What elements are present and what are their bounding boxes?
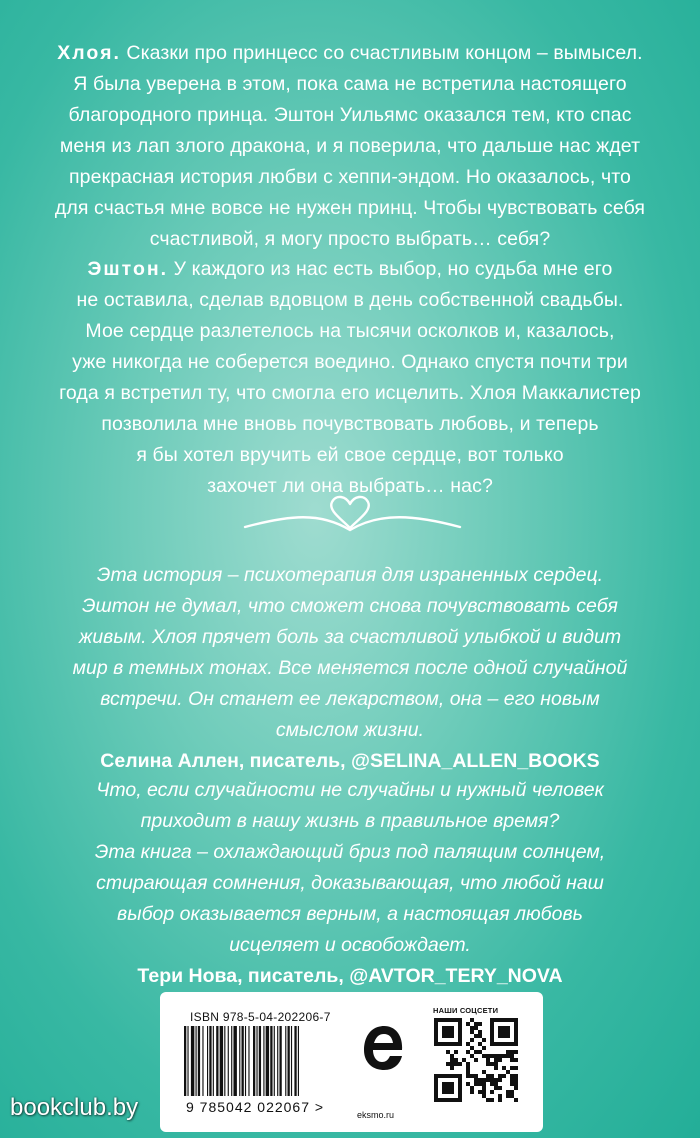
quote2-line: выбор оказывается верным, а настоящая любовь: [117, 903, 583, 925]
quote2-line: Эта книга – охлаждающий бриз под палящим солнцем,: [94, 841, 606, 863]
chloe-line-7: счастливой, я могу просто выбрать… себя?: [149, 228, 551, 250]
ashton-line-1: Эштон. У каждого из нас есть выбор, но судьба мне его: [87, 258, 613, 280]
ashton-line-2: не оставила, сделав вдовцом в день собственной свадьбы.: [76, 289, 624, 311]
social-label: НАШИ СОЦСЕТИ: [433, 1006, 499, 1015]
quote1-line: Эштон не думал, что сможет снова почувствовать себя: [82, 595, 618, 617]
ashton-line-3: Мое сердце разлетелось на тысячи осколков и, казалось,: [85, 320, 615, 342]
chloe-name: Хлоя.: [57, 42, 121, 64]
chloe-line-4: меня из лап злого дракона, и я поверила, что дальше нас ждет: [59, 135, 641, 157]
quote1-line: живым. Хлоя прячет боль за счастливой улыбкой и видит: [78, 626, 622, 648]
quote1-line: смыслом жизни.: [275, 719, 425, 741]
quote2-line: стирающая сомнения, доказывающая, что любой наш: [96, 872, 604, 894]
ashton-line-5: года я встретил ту, что смогла его исцелить. Хлоя Маккалистер: [59, 382, 641, 404]
chloe-line-3: благородного принца. Эштон Уильямс оказался тем, кто спас: [68, 104, 632, 126]
chloe-line-1: Хлоя. Сказки про принцесс со счастливым концом – вымысел.: [57, 42, 643, 64]
quote2-line: приходит в нашу жизнь в правильное время?: [140, 810, 560, 832]
chloe-line-6: для счастья мне вовсе не нужен принц. Чтобы чувствовать себя: [54, 197, 646, 219]
ashton-line-4: уже никогда не соберется воедино. Однако спустя почти три: [72, 351, 628, 373]
quote1-line: Эта история – психотерапия для израненных сердец.: [96, 564, 604, 586]
quote1-line: встречи. Он станет ее лекарством, она – его новым: [100, 688, 600, 710]
ashton-line-8: захочет ли она выбрать… нас?: [207, 475, 493, 497]
isbn-label: ISBN 978-5-04-202206-7: [190, 1010, 331, 1024]
ashton-name: Эштон.: [87, 258, 169, 280]
ashton-line-6: позволила мне вновь почувствовать любовь, и теперь: [101, 413, 599, 435]
eksmo-logo-icon: [360, 1020, 408, 1098]
site-watermark: bookclub.by: [10, 1094, 139, 1121]
barcode-icon: [182, 1026, 354, 1108]
ashton-paragraph: [40, 254, 660, 502]
review-quote-1: [40, 560, 660, 777]
publisher-url: eksmo.ru: [357, 1110, 395, 1120]
barcode-panel: [160, 992, 543, 1132]
barcode-digits: 9 785042 022067 >: [186, 1099, 325, 1115]
chloe-line-5: прекрасная история любви с хеппи-эндом. Но оказалось, что: [69, 166, 631, 188]
quote2-line: Что, если случайности не случайны и нужный человек: [96, 779, 604, 801]
qr-code-icon: [434, 1018, 518, 1102]
quote1-author: Селина Аллен, писатель, @SELINA_ALLEN_BOOKS: [100, 750, 600, 772]
chloe-paragraph: [40, 38, 660, 255]
review-quote-2: [40, 775, 660, 992]
quote2-line: исцеляет и освобождает.: [229, 934, 471, 956]
quote1-line: мир в темных тонах. Все меняется после одной случайной: [72, 657, 628, 679]
ashton-line-7: я бы хотел вручить ей свое сердце, вот только: [136, 444, 564, 466]
heart-divider-icon: [240, 490, 465, 540]
quote2-author: Тери Нова, писатель, @AVTOR_TERY_NOVA: [137, 965, 563, 987]
chloe-line-2: Я была уверена в этом, пока сама не встретила настоящего: [73, 73, 627, 95]
